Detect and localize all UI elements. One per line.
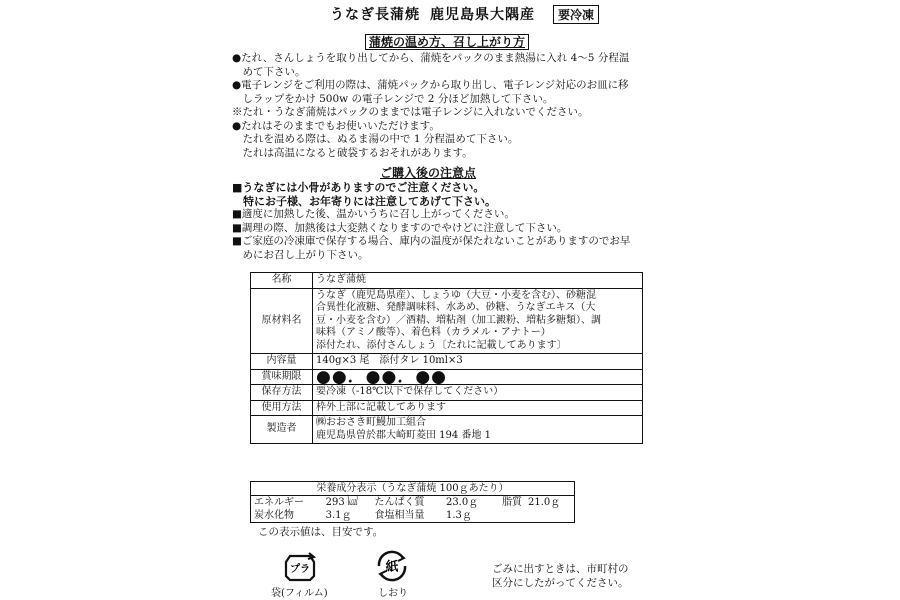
protein-label: たんぱく質: [374, 497, 425, 508]
usage-value: 枠外上部に記載してあります: [313, 400, 643, 416]
text-line: ■適度に加熱した後、温かいうちに召し上がってください。: [232, 208, 515, 220]
ingredient-line: 味料（アミノ酸等）、着色料（カラメル・アナトー）: [316, 327, 551, 338]
maker-line: ㈱おおさき町鰻加工組合: [316, 417, 426, 428]
ingredients-label: 原材料名: [251, 288, 313, 354]
fat-label: 脂質: [501, 497, 522, 508]
name-label: 名称: [251, 273, 313, 289]
pla-label: 袋(フィルム): [271, 588, 328, 599]
text-line: たれは高温になると破袋するおそれがあります。: [232, 146, 473, 159]
content-value: 140g×3 尾 添付タレ 10ml×3: [313, 354, 643, 370]
disposal-note: [492, 562, 629, 590]
paper-label: しおり: [378, 588, 408, 599]
storage-label: 保存方法: [251, 385, 313, 401]
ingredient-line: 豆・小麦を含む）／酒精、増粘剤（加工澱粉、増粘多糖類）、調: [316, 314, 601, 326]
carb-label: 炭水化物: [254, 510, 294, 521]
usage-label: 使用方法: [251, 400, 313, 416]
text-line: ●電子レンジをご利用の際は、蒲焼パックから取り出し、電子レンジ対応のお皿に移: [232, 79, 629, 91]
text-line: 区分にしたがってください。: [492, 577, 629, 589]
table-row: [251, 416, 643, 444]
nutrition-title: 栄養成分表示（うなぎ蒲焼 100ｇあたり）: [251, 482, 575, 496]
nutrition-note: この表示値は、目安です。: [258, 526, 384, 538]
name-value: うなぎ蒲焼: [313, 273, 643, 289]
warming-instructions: [232, 52, 629, 160]
text-line: たれを温める際は、ぬるま湯の中で 1 分程温めて下さい。: [232, 133, 519, 145]
content-label: 内容量: [251, 354, 313, 370]
nutrition-table: [250, 481, 575, 523]
bold-line: 特にお子様、お年寄りには注意してあげて下さい。: [232, 194, 496, 208]
table-row: [251, 385, 643, 401]
caution-title: ご購入後の注意点: [380, 166, 477, 180]
energy-value: 293 ㎉: [325, 497, 358, 508]
nutrition-row: [251, 496, 575, 510]
product-info-table: [250, 272, 643, 444]
text-line: ●たれはそのままでもお使いいただけます。: [232, 119, 440, 132]
ingredient-line: 添付たれ、添付さんしょう〔たれに記載してあります〕: [316, 339, 567, 351]
table-row: [251, 273, 643, 289]
carb-value: 3.1ｇ: [325, 510, 352, 521]
maker-line: 鹿児島県曽於郡大崎町菱田 194 番地 1: [316, 429, 491, 441]
paper-mark-text: 紙: [385, 560, 399, 575]
salt-value: 1.3ｇ: [445, 510, 472, 521]
text-line: ※たれ・うなぎ蒲焼はパックのままでは電子レンジに入れないでください。: [232, 106, 589, 118]
text-line: ■調理の際、加熱後は大変熱くなりますのでやけどに注意して下さい。: [232, 221, 568, 234]
fat-value: 21.0ｇ: [527, 497, 561, 508]
caution-notes: [232, 181, 630, 262]
nutrition-row: [251, 509, 575, 523]
expiry-label: 賞味期限: [251, 369, 313, 385]
salt-label: 食塩相当量: [374, 510, 425, 521]
ingredient-line: 合異性化液糖、発酵調味料、水あめ、砂糖、うなぎエキス（大: [316, 302, 596, 313]
paper-recycle-icon: [373, 548, 411, 588]
maker-value: [313, 416, 643, 444]
protein-value: 23.0ｇ: [445, 497, 479, 508]
text-line: ■ご家庭の冷凍庫で保存する場合、庫内の温度が保たれないことがありますのでお早: [232, 235, 631, 247]
ingredients-value: [313, 288, 643, 354]
product-title: うなぎ長蒲焼: [330, 7, 420, 23]
storage-value: 要冷凍（-18℃以下で保存してください）: [313, 385, 643, 401]
origin-title: 鹿児島県大隅産: [430, 7, 535, 23]
warming-title-text: 蒲焼の温め方、召し上がり方: [365, 34, 529, 50]
text-line: めて下さい。: [232, 65, 306, 78]
table-row: [251, 369, 643, 385]
text-line: ごみに出すときは、市町村の: [492, 563, 629, 575]
text-line: しラップをかけ 500w の電子レンジで 2 分ほど加熱して下さい。: [232, 92, 554, 105]
table-row: [251, 288, 643, 354]
pla-mark-text: プラ: [290, 564, 310, 575]
table-row: [251, 400, 643, 416]
maker-label: 製造者: [251, 416, 313, 444]
expiry-value: ●●．●●．●●: [313, 369, 643, 385]
frozen-badge: 要冷凍: [553, 5, 599, 24]
text-line: めにお召し上がり下さい。: [232, 248, 369, 261]
energy-label: エネルギー: [254, 497, 304, 508]
warming-title: [365, 33, 529, 50]
bold-line: ■うなぎには小骨がありますのでご注意ください。: [232, 181, 485, 194]
ingredient-line: うなぎ（鹿児島県産）、しょうゆ（大豆・小麦を含む）、砂糖混: [316, 289, 596, 301]
text-line: ●たれ、さんしょうを取り出してから、蒲焼をパックのまま熱湯に入れ 4～5 分程温: [232, 52, 630, 64]
plastic-recycle-icon: [282, 550, 318, 588]
nutrition-title-row: [251, 482, 575, 496]
